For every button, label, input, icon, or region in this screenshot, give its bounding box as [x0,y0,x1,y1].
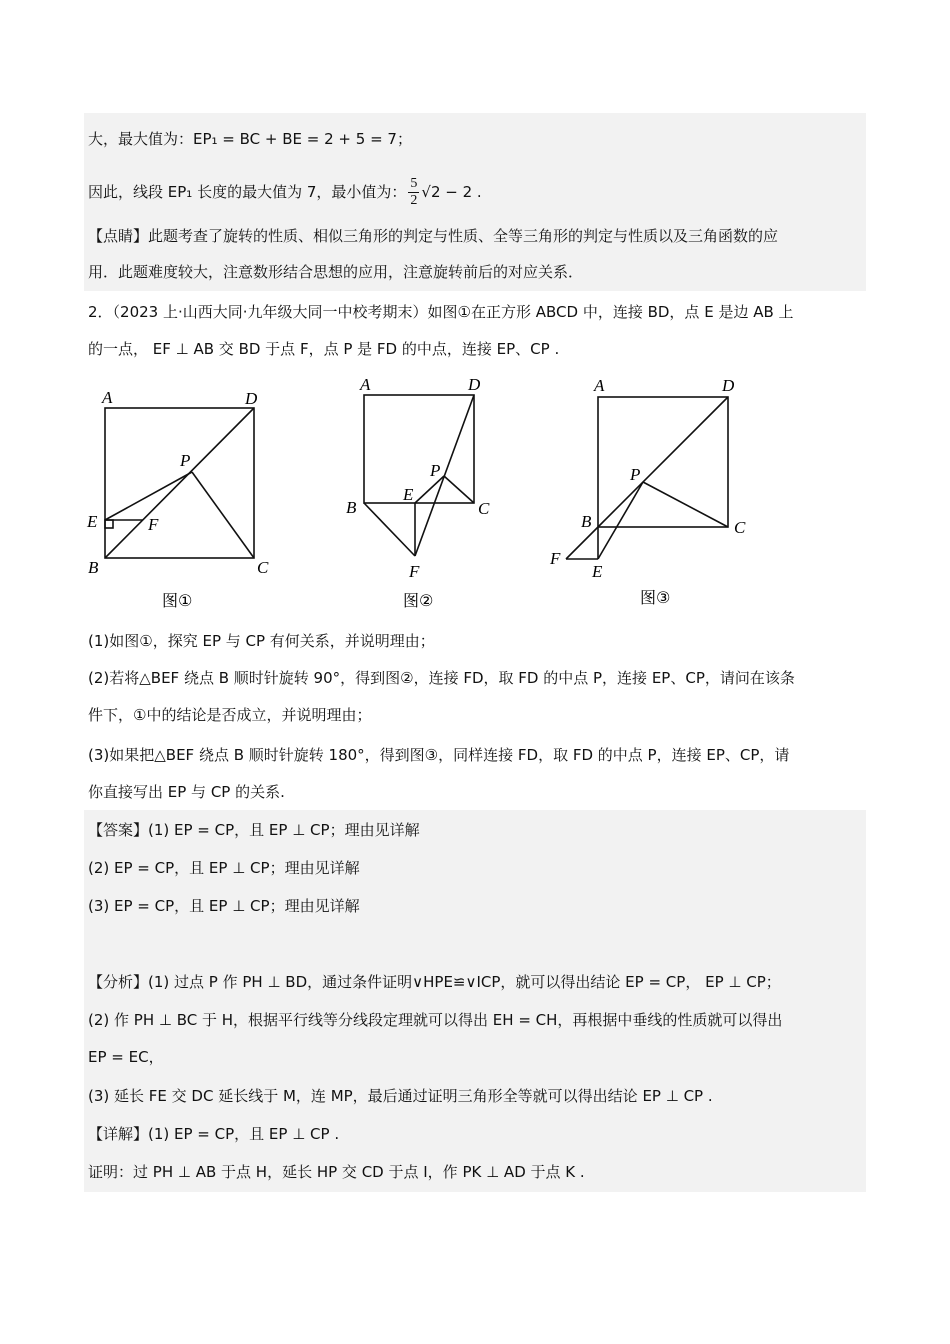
fig2-label-F: F [409,562,420,581]
fig1-label-C: C [257,558,269,577]
comment-line-2: 用．此题难度较大，注意数形结合思想的应用，注意旋转前后的对应关系． [88,263,584,281]
answer-1: 【答案】(1) EP = CP，且 EP ⊥ CP；理由见详解 [88,821,420,839]
top-line-2: 因此，线段 EP₁ 长度的最大值为 7，最小值为： $\frac{5}{2}$ √2 − 2 . [88,176,482,208]
fig1-caption: 图① [162,591,193,610]
comment-line-1: 【点睛】此题考查了旋转的性质、相似三角形的判定与性质、全等三角形的判定与性质以及三角函数的应 [88,227,779,245]
fig3-caption: 图③ [640,588,671,607]
figure-3 [566,397,728,559]
fig1-label-E: E [87,512,98,531]
question-3-line-1: (3)如果把△BEF 绕点 B 顺时针旋转 180°，得到图③，同样连接 FD，取 FD 的中点 P，连接 EP、CP，请 [88,746,790,764]
fig3-label-P: P [630,465,641,484]
fig3-label-E: E [592,562,603,581]
figure-1 [105,408,254,558]
fig2-label-A: A [360,375,371,394]
fig3-label-B: B [581,512,592,531]
analysis-line-2: (2) 作 PH ⊥ BC 于 H，根据平行线等分线段定理就可以得出 EH = CH，再根据中垂线的性质就可以得出 [88,1011,783,1029]
fig2-label-D: D [468,375,481,394]
fig3-label-A: A [594,376,605,395]
answer-2: (2) EP = CP，且 EP ⊥ CP；理由见详解 [88,859,360,877]
figure-2 [364,395,474,556]
fig2-label-E: E [403,485,414,504]
fig1-label-P: P [180,451,191,470]
fig1-label-F: F [148,515,159,534]
answer-3: (3) EP = CP，且 EP ⊥ CP；理由见详解 [88,897,360,915]
figures [0,370,950,630]
fig1-label-D: D [245,389,258,408]
fig2-label-B: B [346,498,357,517]
analysis-line-6: 证明：过 PH ⊥ AB 于点 H，延长 HP 交 CD 于点 I，作 PK ⊥ AD 于点 K . [88,1163,585,1181]
analysis-line-3: EP = EC， [88,1048,164,1066]
problem-line-2: 的一点， EF ⊥ AB 交 BD 于点 F，点 P 是 FD 的中点，连接 EP、CP . [88,340,560,358]
fig2-label-P: P [430,461,441,480]
fig2-label-C: C [478,499,490,518]
question-2-line-1: (2)若将△BEF 绕点 B 顺时针旋转 90°，得到图②，连接 FD，取 FD 的中点 P，连接 EP、CP，请问在该条 [88,669,795,687]
analysis-line-4: (3) 延长 FE 交 DC 延长线于 M，连 MP，最后通过证明三角形全等就可以得出结论 EP ⊥ CP . [88,1087,713,1105]
fig3-label-F: F [550,549,561,568]
fig1-label-A: A [102,388,113,407]
question-2-line-2: 件下，①中的结论是否成立，并说明理由； [88,706,372,724]
analysis-line-5: 【详解】(1) EP = CP，且 EP ⊥ CP . [88,1125,340,1143]
problem-line-1: 2．（2023 上·山西大同·九年级大同一中校考期末）如图①在正方形 ABCD 中，连接 BD，点 E 是边 AB 上 [88,303,794,321]
fig3-label-C: C [734,518,746,537]
analysis-line-1: 【分析】(1) 过点 P 作 PH ⊥ BD，通过条件证明∨HPE≌∨ICP，就可以得出结论 EP = CP， EP ⊥ CP； [88,973,781,991]
fig3-label-D: D [722,376,735,395]
fig1-label-B: B [88,558,99,577]
fraction: $\frac{5}{2}$ [410,176,418,208]
top-line-1: 大，最大值为：EP₁ = BC + BE = 2 + 5 = 7； [88,130,412,148]
question-1: (1)如图①，探究 EP 与 CP 有何关系，并说明理由； [88,632,435,650]
question-3-line-2: 你直接写出 EP 与 CP 的关系. [88,783,285,801]
fig2-caption: 图② [403,591,434,610]
